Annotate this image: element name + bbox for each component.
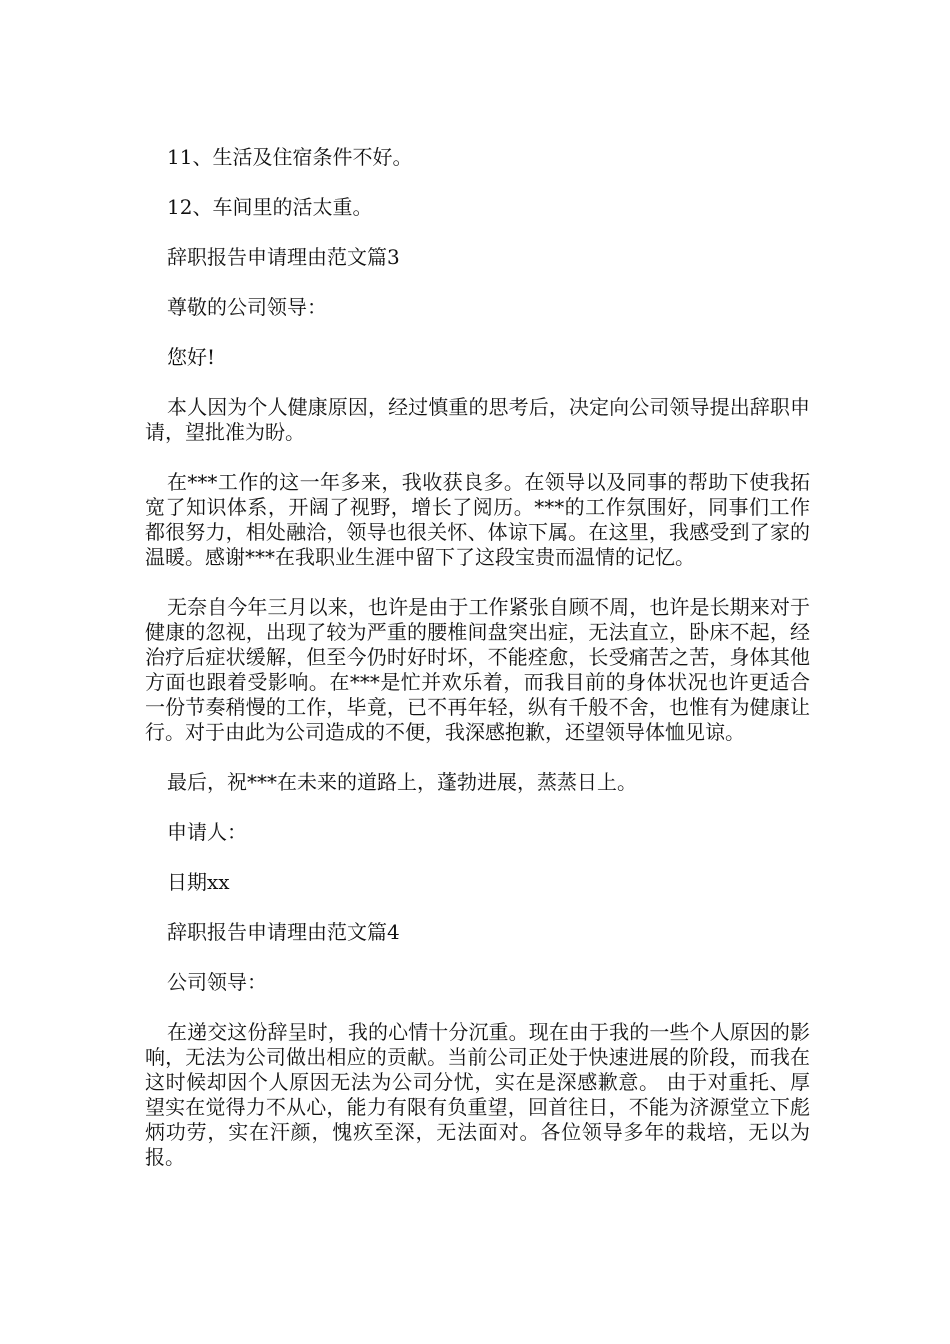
section-heading-3: 辞职报告申请理由范文篇3	[167, 245, 400, 269]
section-heading-4: 辞职报告申请理由范文篇4	[167, 920, 400, 944]
body-paragraph: 本人因为个人健康原因，经过慎重的思考后，决定向公司领导提出辞职申请，望批准为盼。	[145, 395, 810, 444]
closing-wish: 最后，祝***在未来的道路上，蓬勃进展，蒸蒸日上。	[167, 770, 637, 794]
body-paragraph: 在***工作的这一年多来，我收获良多。在领导以及同事的帮助下使我拓宽了知识体系，开阔了视野，增长了阅历。***的工作氛围好，同事们工作都很努力，相处融洽，领导也很关怀、体谅下属。在这里，我感受到了家的温暖。感谢***在我职业生涯中留下了这段宝贵而温情的记忆。	[145, 470, 810, 569]
body-paragraph: 无奈自今年三月以来，也许是由于工作紧张自顾不周，也许是长期来对于健康的忽视，出现了较为严重的腰椎间盘突出症，无法直立，卧床不起，经治疗后症状缓解，但至今仍时好时坏，不能痊愈，长受痛苦之苦，身体其他方面也跟着受影响。在***是忙并欢乐着，而我目前的身体状况也许更适合一份节奏稍慢的工作，毕竟，已不再年轻，纵有千般不舍，也惟有为健康让行。对于由此为公司造成的不便，我深感抱歉，还望领导体恤见谅。	[145, 595, 810, 744]
applicant-label: 申请人：	[167, 820, 247, 844]
list-item-12: 12、车间里的活太重。	[167, 195, 373, 219]
list-item-11: 11、生活及住宿条件不好。	[167, 145, 413, 169]
date-line: 日期xx	[167, 870, 230, 894]
salutation: 尊敬的公司领导：	[167, 295, 327, 319]
document-body	[145, 145, 810, 1195]
body-paragraph: 在递交这份辞呈时，我的心情十分沉重。现在由于我的一些个人原因的影响，无法为公司做出相应的贡献。当前公司正处于快速进展的阶段，而我在这时候却因个人原因无法为公司分忧，实在是深感歉意。 由于对重托、厚望实在觉得力不从心，能力有限有负重望，回首往日，不能为济源堂立下彪炳功劳，实在汗颜，愧疚至深，无法面对。各位领导多年的栽培，无以为报。	[145, 1020, 810, 1169]
salutation: 公司领导：	[167, 970, 267, 994]
greeting: 您好!	[167, 345, 216, 369]
